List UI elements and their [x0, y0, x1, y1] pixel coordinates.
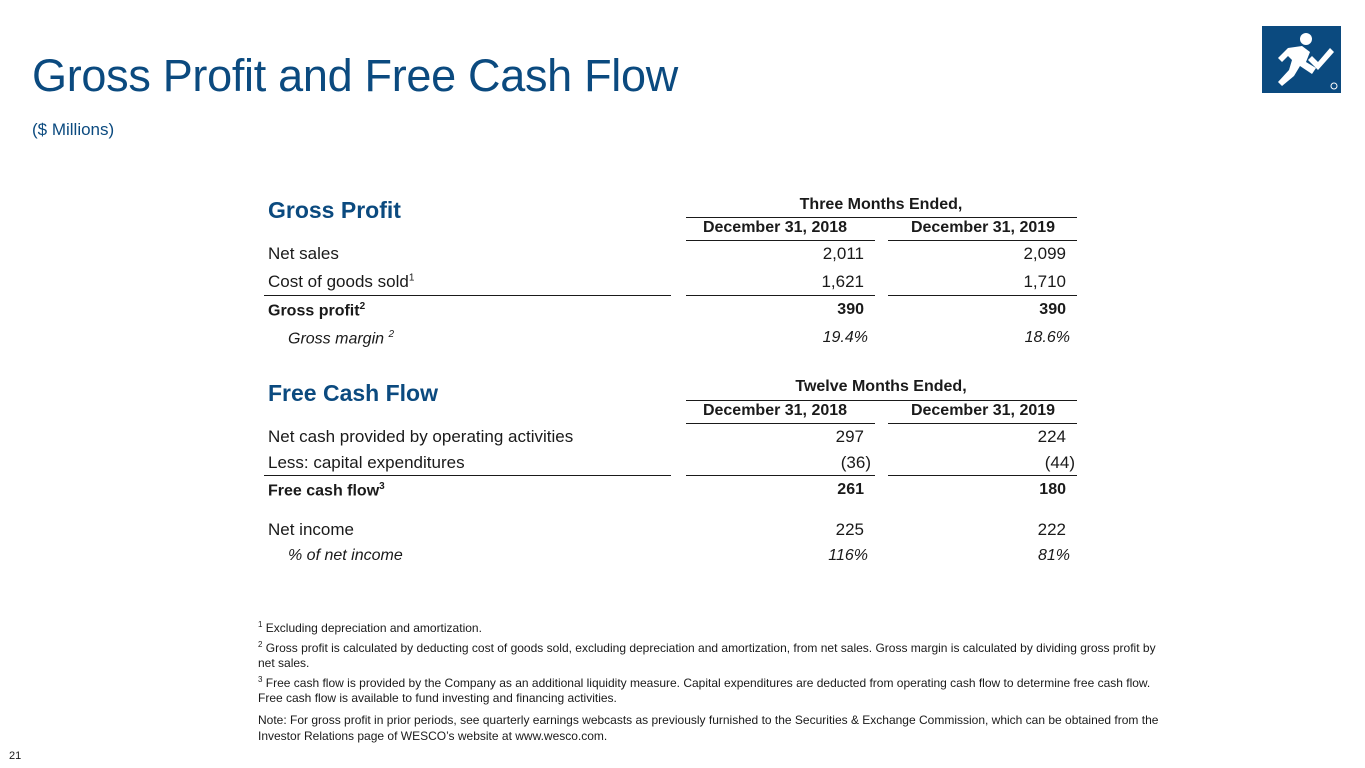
gross-profit-2019: 390	[1039, 301, 1066, 318]
capex-2018: (36)	[840, 453, 871, 472]
cogs-label: Cost of goods sold$^1$	[268, 272, 415, 291]
net-income-2018: 225	[835, 520, 864, 539]
subtotal-rule	[264, 475, 671, 476]
free-cash-flow-label: Free cash flow$^3$	[268, 481, 385, 500]
page-number: 21	[9, 750, 22, 762]
subtotal-rule	[888, 295, 1077, 296]
page-subtitle: ($ Millions)	[32, 120, 115, 139]
free-cash-flow-2018: 261	[837, 481, 864, 498]
operating-cash-label: Net cash provided by operating activities	[268, 427, 574, 446]
pct-net-income-label: % of net income	[288, 547, 403, 564]
subtotal-rule	[264, 295, 671, 296]
operating-cash-2019: 224	[1037, 427, 1066, 446]
gross-profit-label: Gross profit$^2$	[268, 301, 366, 320]
net-income-2019: 222	[1037, 520, 1066, 539]
net-sales-2019: 2,099	[1023, 244, 1066, 263]
footnote-3: $^3$ Free cash flow is provided by the Company as an additional liquidity measure. Capital expenditures are deducted from operating cash flow to determine free cash flow. Free cash flow is available to fund investing and financing activities.	[258, 674, 1151, 706]
gross-profit-2018: 390	[837, 301, 864, 318]
cogs-2018: 1,621	[821, 272, 864, 291]
cogs-2019: 1,710	[1023, 272, 1066, 291]
subtotal-rule	[686, 475, 875, 476]
footnote-2: $^2$ Gross profit is calculated by deducting cost of goods sold, excluding depreciation and amortization, from net sales. Gross margin is calculated by dividing gross profit by net sales.	[258, 639, 1156, 671]
company-logo	[1262, 26, 1341, 93]
gross-profit-col-2018: December 31, 2018	[702, 219, 848, 236]
runner-logo-icon	[1262, 26, 1341, 93]
gross-profit-section-title: Gross Profit	[268, 197, 401, 223]
gross-profit-period-label: Three Months Ended,	[799, 196, 963, 213]
gross-margin-label: Gross margin $^2$	[288, 329, 395, 348]
column-rule	[686, 240, 875, 241]
footnote-ref: 2	[359, 301, 366, 312]
free-cash-flow-col-2018: December 31, 2018	[702, 402, 848, 419]
header-rule	[686, 400, 1077, 401]
free-cash-flow-period-label: Twelve Months Ended,	[795, 378, 967, 395]
column-rule	[888, 240, 1077, 241]
pct-net-income-2019: 81%	[1037, 547, 1070, 564]
gross-margin-2019: 18.6%	[1024, 329, 1070, 346]
footnote-ref: 2	[388, 329, 395, 340]
gross-margin-2018: 19.4%	[822, 329, 868, 346]
footnote-ref: 1	[408, 272, 415, 284]
net-income-label: Net income	[268, 520, 354, 539]
gross-profit-col-2019: December 31, 2019	[910, 219, 1056, 236]
footnotes	[258, 617, 1168, 744]
column-rule	[686, 423, 875, 424]
capex-label: Less: capital expenditures	[268, 453, 465, 472]
free-cash-flow-section-title: Free Cash Flow	[268, 380, 438, 406]
capex-2019: (44)	[1044, 453, 1075, 472]
header-rule	[686, 217, 1077, 218]
free-cash-flow-2019: 180	[1039, 481, 1066, 498]
net-sales-2018: 2,011	[822, 244, 864, 263]
footnote-1: $^1$ Excluding depreciation and amortization.	[258, 620, 482, 635]
operating-cash-2018: 297	[835, 427, 864, 446]
footnote-note: Note: For gross profit in prior periods, see quarterly earnings webcasts as previously furnished to the Securities & Exchange Commission, which can be obtained from the Investor Relations page of WESCO’s website at www.wesco.com.	[258, 712, 1159, 743]
free-cash-flow-col-2019: December 31, 2019	[910, 402, 1056, 419]
column-rule	[888, 423, 1077, 424]
pct-net-income-2018: 116%	[828, 547, 868, 564]
footnote-ref: 3	[379, 481, 385, 492]
subtotal-rule	[686, 295, 875, 296]
page-title: Gross Profit and Free Cash Flow	[32, 50, 678, 101]
net-sales-label: Net sales	[268, 244, 339, 263]
subtotal-rule	[888, 475, 1077, 476]
